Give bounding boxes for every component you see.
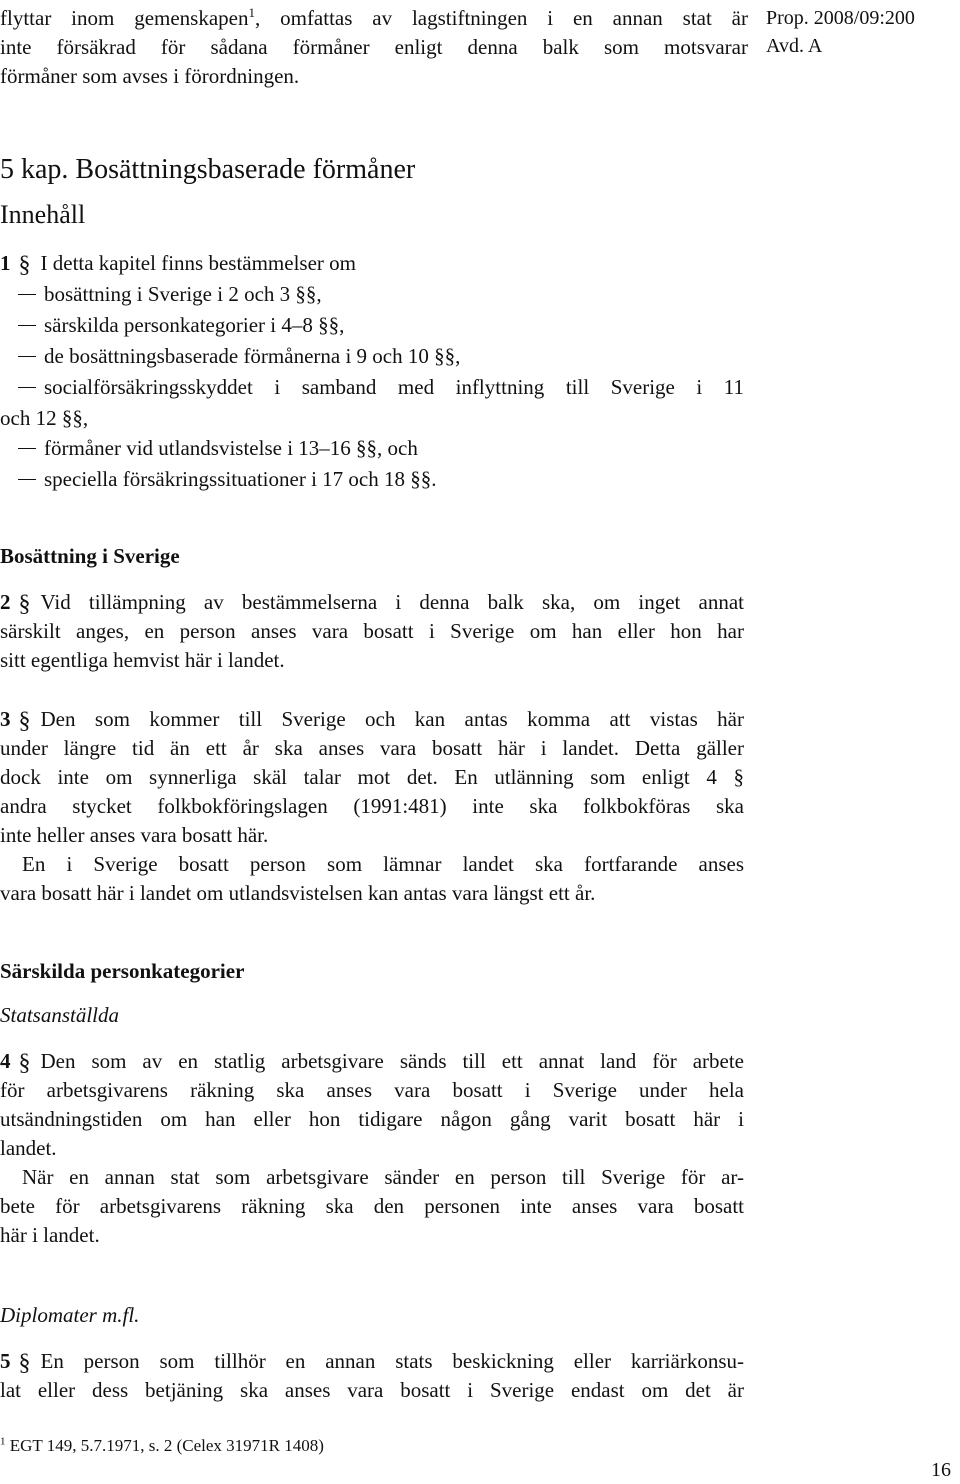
margin-prop: Prop. 2008/09:200 xyxy=(766,7,915,29)
intro-line-1 xyxy=(0,4,748,33)
list-item xyxy=(18,372,744,403)
section-3-line xyxy=(0,705,744,736)
section-4-line xyxy=(0,1047,744,1078)
section-text: En person som tillhör en annan stats beskickning eller karriärkonsu- xyxy=(40,1349,744,1373)
subheading-statsanstallda: Statsanställda xyxy=(0,1003,120,1027)
dash-icon xyxy=(18,356,36,358)
section-text: Den som kommer till Sverige och kan antas komma att vistas här xyxy=(40,707,744,731)
list-item xyxy=(18,279,322,310)
footnote-text: EGT 149, 5.7.1971, s. 2 (Celex 31971R 1408) xyxy=(9,1436,324,1455)
section-number: 3 xyxy=(0,707,11,731)
list-item xyxy=(18,433,418,464)
section-5-line xyxy=(0,1347,744,1378)
footnote xyxy=(0,1436,324,1456)
section-text: Den som av en statlig arbetsgivare sänds till ett annat land för arbete xyxy=(40,1049,744,1073)
section-sign-icon: § xyxy=(18,591,31,617)
section-3-line: En i Sverige bosatt person som lämnar landet ska fortfarande anses xyxy=(22,852,744,876)
list-item-continuation: och 12 §§, xyxy=(0,406,89,430)
section-3-line: dock inte om synnerliga skäl talar mot det. En utlänning som enligt 4 § xyxy=(0,765,744,789)
intro-text: , omfattas av lagstiftningen i en annan stat är xyxy=(255,6,748,30)
section-4-line: landet. xyxy=(0,1136,57,1160)
list-item-text: de bosättningsbaserade förmånerna i 9 och 10 §§, xyxy=(44,344,461,368)
footnote-ref[interactable]: 1 xyxy=(248,5,255,20)
section-3-line: inte heller anses vara bosatt här. xyxy=(0,823,269,847)
list-item-text: särskilda personkategorier i 4–8 §§, xyxy=(44,313,345,337)
intro-line-2: inte försäkrad för sådana förmåner enligt denna balk som motsvarar xyxy=(0,35,748,59)
section-number: 1 xyxy=(0,251,11,275)
section-4-line: bete för arbetsgivarens räkning ska den personen inte anses vara bosatt xyxy=(0,1194,744,1218)
section-sign-icon: § xyxy=(18,1350,31,1376)
section-4-line: för arbetsgivarens räkning ska anses vara bosatt i Sverige under hela xyxy=(0,1078,744,1102)
section-sign-icon: § xyxy=(18,708,31,734)
section-sign-icon: § xyxy=(18,252,31,278)
contents-heading: Innehåll xyxy=(0,200,86,229)
dash-icon xyxy=(18,294,36,296)
list-item xyxy=(18,341,460,372)
section-2-line xyxy=(0,588,744,619)
section-3-line: vara bosatt här i landet om utlandsvistelsen kan antas vara längst ett år. xyxy=(0,881,596,905)
section-4-line: här i landet. xyxy=(0,1223,100,1247)
heading-sarskilda: Särskilda personkategorier xyxy=(0,959,245,983)
section-text: Vid tillämpning av bestämmelserna i denna balk ska, om inget annat xyxy=(40,590,744,614)
footnote-number: 1 xyxy=(0,1435,6,1448)
section-text: I detta kapitel finns bestämmelser om xyxy=(40,251,356,275)
list-item xyxy=(18,310,344,341)
dash-icon xyxy=(18,387,36,389)
section-2-line: särskilt anges, en person anses vara bosatt i Sverige om han eller hon har xyxy=(0,619,744,643)
intro-line-3: förmåner som avses i förordningen. xyxy=(0,64,300,88)
section-2-line: sitt egentliga hemvist här i landet. xyxy=(0,648,285,672)
chapter-heading: 5 kap. Bosättningsbaserade förmåner xyxy=(0,154,416,185)
list-item-text: speciella försäkringssituationer i 17 och 18 §§. xyxy=(44,467,437,491)
section-1-intro xyxy=(0,249,356,280)
dash-icon xyxy=(18,479,36,481)
section-4-line: När en annan stat som arbetsgivare sänder en person till Sverige för ar- xyxy=(22,1165,744,1189)
heading-bosattning: Bosättning i Sverige xyxy=(0,544,180,568)
subheading-diplomater: Diplomater m.fl. xyxy=(0,1303,140,1327)
section-sign-icon: § xyxy=(18,1050,31,1076)
intro-text: flyttar inom gemenskapen xyxy=(0,6,249,30)
section-3-line: andra stycket folkbokföringslagen (1991:481) inte ska folkbokföras ska xyxy=(0,794,744,818)
section-number: 4 xyxy=(0,1049,11,1073)
section-number: 5 xyxy=(0,1349,11,1373)
list-item-text: förmåner vid utlandsvistelse i 13–16 §§, och xyxy=(44,436,418,460)
dash-icon xyxy=(18,448,36,450)
list-item xyxy=(18,464,437,495)
list-item-text: bosättning i Sverige i 2 och 3 §§, xyxy=(44,282,322,306)
section-4-line: utsändningstiden om han eller hon tidigare någon gång varit bosatt här i xyxy=(0,1107,744,1131)
section-number: 2 xyxy=(0,590,11,614)
dash-icon xyxy=(18,325,36,327)
margin-avd: Avd. A xyxy=(766,35,823,57)
section-5-line: lat eller dess betjäning ska anses vara bosatt i Sverige endast om det är xyxy=(0,1378,744,1402)
section-3-line: under längre tid än ett år ska anses vara bosatt här i landet. Detta gäller xyxy=(0,736,744,760)
list-item-text: socialförsäkringsskyddet i samband med inflyttning till Sverige i 11 xyxy=(44,375,744,399)
page-number: 16 xyxy=(931,1459,951,1481)
